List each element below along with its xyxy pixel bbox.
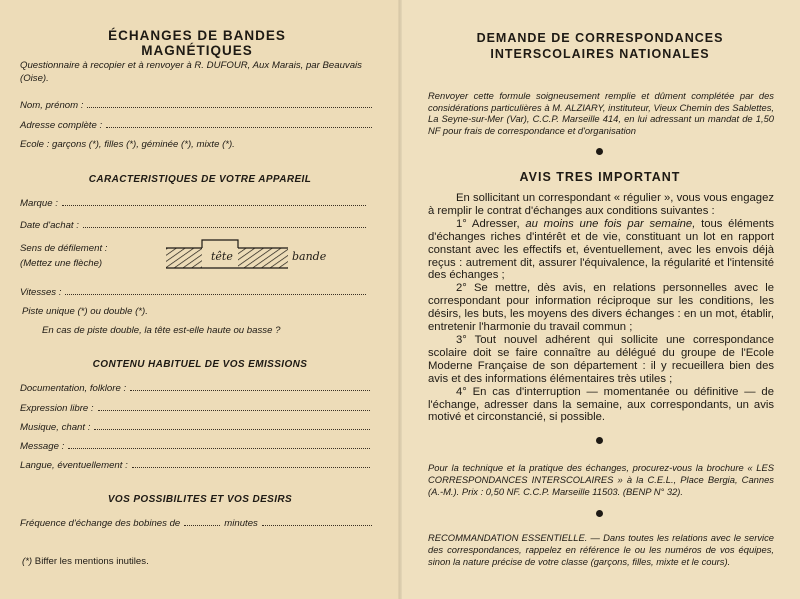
tape-right-hatch	[238, 248, 288, 268]
documentation-field[interactable]	[20, 383, 370, 394]
adresse-dotted-line[interactable]	[106, 120, 372, 128]
documentation-label: Documentation, folklore :	[20, 383, 127, 394]
bullet-dot	[596, 510, 603, 517]
ecole-options: Ecole : garçons (*), filles (*), géminée (*), mixte (*).	[20, 139, 235, 150]
left-page-title: ÉCHANGES DE BANDES MAGNÉTIQUES	[108, 28, 286, 58]
marque-dotted-line[interactable]	[62, 198, 366, 206]
musique-field[interactable]	[20, 422, 370, 433]
date-achat-label: Date d'achat :	[20, 220, 79, 231]
page-fold	[398, 0, 402, 599]
p1-start: 1° Adresser,	[456, 217, 526, 230]
p1-emphasis: au moins une fois par semaine,	[525, 217, 696, 230]
date-achat-dotted-line[interactable]	[83, 220, 366, 228]
avis-paragraph-1	[428, 218, 774, 283]
message-field[interactable]	[20, 441, 370, 452]
bullet-dot	[596, 437, 603, 444]
marque-field[interactable]	[20, 198, 366, 209]
musique-label: Musique, chant :	[20, 422, 91, 433]
expression-dotted-line[interactable]	[98, 403, 370, 411]
message-dotted-line[interactable]	[68, 441, 370, 449]
frequence-label: Fréquence d'échange des bobines de	[20, 518, 181, 529]
section-possibilites: VOS POSSIBILITES ET VOS DESIRS	[107, 494, 293, 505]
brochure-note: Pour la technique et la pratique des échanges, procurez-vous la brochure « LES CORRESPONDANCES INTERSCOLAIRES » à la C.E.L., Place Bergia, Cannes (A.-M.). Prix : 0,50 NF. C.C.P. Marseille 11503. (BENP N° 32).	[428, 462, 774, 497]
section-contenu: CONTENU HABITUEL DE VOS EMISSIONS	[92, 359, 308, 370]
bande-label: bande	[292, 250, 327, 263]
avis-paragraph-0: En sollicitant un correspondant « régulier », vous vous engagez à remplir le contrat d'échanges aux conditions suivantes :	[428, 192, 774, 217]
right-title-line2: INTERSCOLAIRES NATIONALES	[490, 47, 710, 61]
langue-dotted-line[interactable]	[132, 460, 370, 468]
sens-defilement-label: Sens de défilement :	[20, 243, 108, 254]
avis-body	[428, 192, 774, 424]
section-caracteristiques: CARACTERISTIQUES DE VOTRE APPAREIL	[88, 174, 312, 185]
avis-title: AVIS TRES IMPORTANT	[519, 170, 681, 184]
bullet-dot	[596, 148, 603, 155]
head-outline	[202, 240, 238, 248]
avis-paragraph-2: 2° Se mettre, dès avis, en relations personnelles avec le correspondant pour information réciproque sur les conditions, les désirs, les buts, les moyens des divers échanges : en un mot, établir, entretenir l'harmonie du travail commun ;	[428, 282, 774, 334]
message-label: Message :	[20, 441, 65, 452]
nom-field[interactable]	[20, 100, 372, 111]
recommandation-note: RECOMMANDATION ESSENTIELLE. — Dans toutes les relations avec le service des correspondances, rappelez en référence le ou les numéros de vos équipes, sinon la nature précise de votre classe (garçons, filles, mixte et le cours).	[428, 532, 774, 567]
sens-defilement-hint: (Mettez une flèche)	[20, 258, 103, 269]
langue-field[interactable]	[20, 460, 370, 471]
piste-options: Piste unique (*) ou double (*).	[22, 306, 148, 317]
expression-field[interactable]	[20, 403, 370, 414]
frequence-field[interactable]	[20, 518, 372, 529]
frequence-dotted-line[interactable]	[262, 518, 372, 526]
minutes-label: minutes	[224, 518, 258, 529]
nom-label: Nom, prénom :	[20, 100, 84, 111]
marque-label: Marque :	[20, 198, 58, 209]
tape-head-diagram	[164, 238, 336, 274]
right-title-line1: DEMANDE DE CORRESPONDANCES	[476, 31, 724, 45]
piste-double-question: En cas de piste double, la tête est-elle haute ou basse ?	[42, 325, 281, 336]
vitesses-label: Vitesses :	[20, 287, 62, 298]
adresse-label: Adresse complète :	[20, 120, 103, 131]
vitesses-dotted-line[interactable]	[65, 287, 366, 295]
documentation-dotted-line[interactable]	[130, 383, 370, 391]
footnote-mark: (*)	[22, 556, 33, 567]
p1-end: tous éléments d'échanges riches d'intérêt et de vie, constituant un lot en rapport constant avec les effectifs et, éventuellement, avec les envois déjà reçus : autrement dit, assurer l'équivalence, la régularité et l'intensité des échanges ;	[428, 217, 774, 282]
footnote-text: Biffer les mentions inutiles.	[34, 556, 149, 567]
tape-left-hatch	[166, 248, 202, 268]
nom-dotted-line[interactable]	[87, 100, 372, 108]
langue-label: Langue, éventuellement :	[20, 460, 128, 471]
avis-paragraph-4: 4° En cas d'interruption — momentanée ou définitive — de l'échange, adresser dans la semaine, aux correspondants, un avis motivé et circonstancié, si possible.	[428, 385, 774, 424]
bobines-dotted-line[interactable]	[184, 518, 220, 526]
right-page-title	[430, 30, 770, 62]
musique-dotted-line[interactable]	[94, 422, 370, 430]
avis-paragraph-3: 3° Tout nouvel adhérent qui sollicite une correspondance scolaire doit se faire connaître au délégué du groupe de l'Ecole Moderne Française de son département : il y recueillera bien des avis et des informations élémentaires très utiles ;	[428, 333, 774, 385]
footnote	[22, 556, 149, 567]
tete-label: tête	[211, 250, 233, 263]
date-achat-field[interactable]	[20, 220, 366, 231]
expression-label: Expression libre :	[20, 403, 94, 414]
adresse-field[interactable]	[20, 120, 372, 131]
vitesses-field[interactable]	[20, 287, 366, 298]
questionnaire-intro: Questionnaire à recopier et à renvoyer à R. DUFOUR, Aux Marais, par Beauvais (Oise).	[20, 60, 362, 84]
demande-intro: Renvoyer cette formule soigneusement remplie et dûment complétée par des considérations particulières à M. ALZIARY, instituteur, Vieux Chemin des Sablettes, La Seyne-sur-Mer (Var), C.C.P. Marseille 414, en lui adressant un mandat de 1,50 NF pour frais de correspondance et d'organisation	[428, 90, 774, 136]
